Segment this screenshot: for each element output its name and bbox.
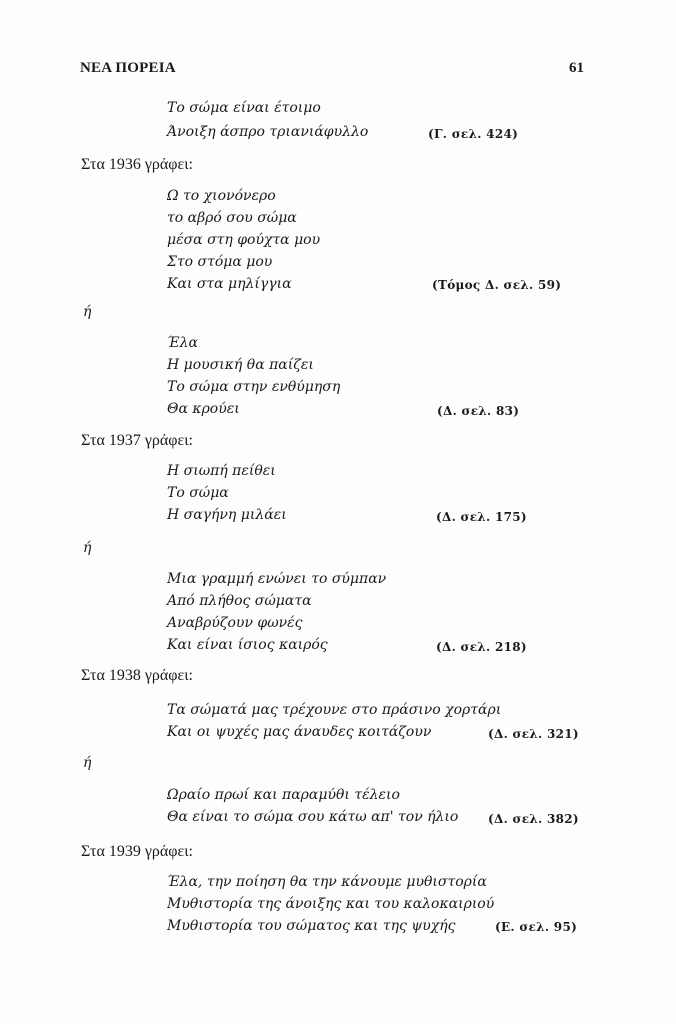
citation: (Ε. σελ. 95)	[495, 920, 578, 934]
citation: (Δ. σελ. 382)	[488, 812, 579, 826]
year-intro: Στα 1936 γράφει:	[81, 156, 193, 173]
verse-line: Το σώμα	[167, 485, 229, 501]
verse-line: Θα κρούει	[167, 401, 240, 417]
verse-line: Το σώμα στην ενθύμηση	[167, 379, 341, 395]
verse-line: Το σώμα είναι έτοιμο	[167, 100, 321, 116]
verse-line: Και οι ψυχές μας άναυδες κοιτάζουν	[167, 724, 432, 740]
verse-line: Μια γραμμή ενώνει το σύμπαν	[167, 571, 387, 587]
verse-line: Και είναι ίσιος καιρός	[167, 637, 328, 653]
conjunction-or: ή	[83, 755, 92, 771]
verse-line: το αβρό σου σώμα	[167, 210, 297, 226]
citation: (Δ. σελ. 321)	[488, 727, 579, 741]
conjunction-or: ή	[83, 304, 92, 320]
page-number: 61	[569, 60, 584, 76]
verse-line: Αναβρύζουν φωνές	[167, 615, 303, 631]
verse-line: Τα σώματά μας τρέχουνε στο πράσινο χορτάρι	[167, 702, 502, 718]
conjunction-or: ή	[83, 540, 92, 556]
page-header	[80, 60, 584, 82]
journal-title: ΝΕΑ ΠΟΡΕΙΑ	[80, 60, 176, 76]
verse-line: Η σιωπή πείθει	[167, 463, 276, 479]
verse-line: Άνοιξη άσπρο τριανιάφυλλο	[167, 124, 369, 140]
year-intro: Στα 1939 γράφει:	[81, 843, 193, 860]
year-intro: Στα 1938 γράφει:	[81, 667, 193, 684]
citation: (Τόμος Δ. σελ. 59)	[432, 278, 562, 292]
verse-line: Η μουσική θα παίζει	[167, 357, 314, 373]
verse-line: Θα είναι το σώμα σου κάτω απ' τον ήλιο	[167, 809, 459, 825]
verse-line: μέσα στη φούχτα μου	[167, 232, 321, 248]
citation: (Δ. σελ. 218)	[436, 640, 527, 654]
verse-line: Και στα μηλίγγια	[167, 276, 292, 292]
citation: (Δ. σελ. 83)	[437, 404, 520, 418]
verse-line: Μυθιστορία του σώματος και της ψυχής	[167, 918, 456, 934]
verse-line: Από πλήθος σώματα	[167, 593, 312, 609]
verse-line: Στο στόμα μου	[167, 254, 273, 270]
citation: (Δ. σελ. 175)	[436, 510, 527, 524]
verse-line: Η σαγήνη μιλάει	[167, 507, 287, 523]
citation: (Γ. σελ. 424)	[428, 127, 519, 141]
verse-line: Έλα	[167, 335, 198, 351]
verse-line: Μυθιστορία της άνοιξης και του καλοκαιριού	[167, 896, 495, 912]
verse-line: Ω το χιονόνερο	[167, 188, 276, 204]
year-intro: Στα 1937 γράφει:	[81, 432, 193, 449]
verse-line: Ωραίο πρωί και παραμύθι τέλειο	[167, 787, 400, 803]
verse-line: Έλα, την ποίηση θα την κάνουμε μυθιστορία	[167, 874, 487, 890]
